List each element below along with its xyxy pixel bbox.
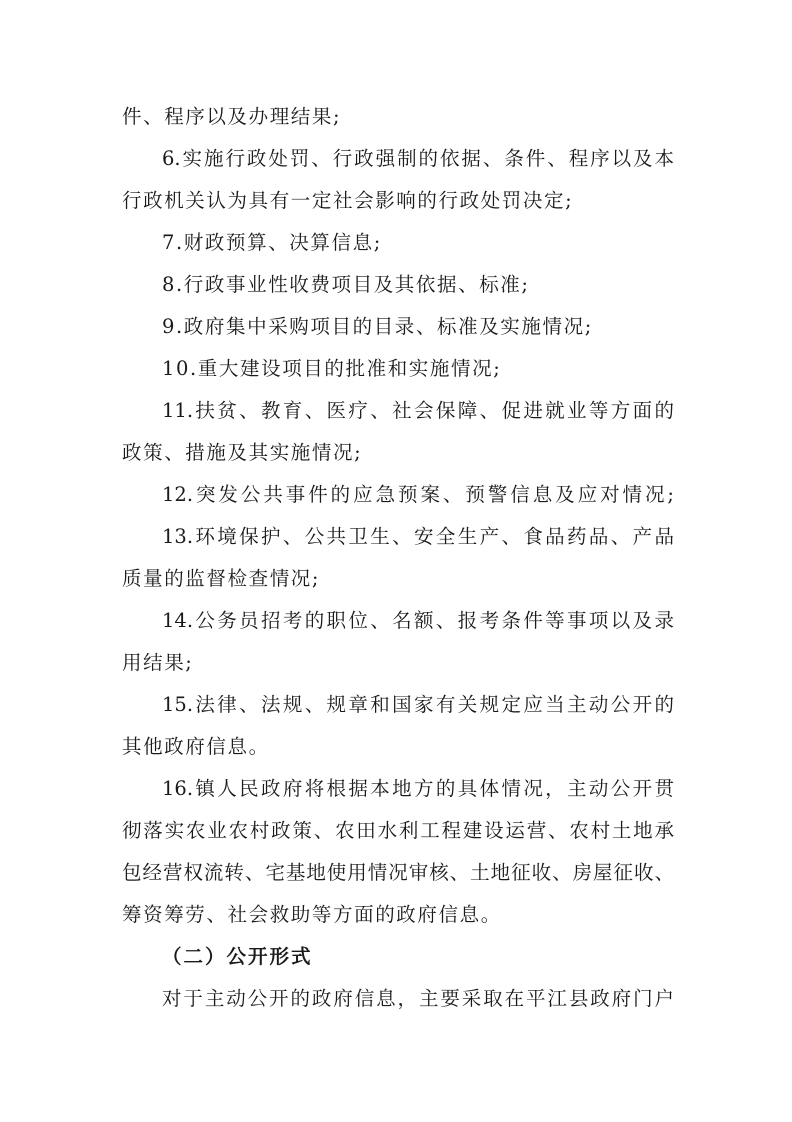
list-item-8: 8.行政事业性收费项目及其依据、标准; [162,273,530,296]
list-item-15: 15.法律、法规、规章和国家有关规定应当主动公开的 [162,693,674,716]
text-line: 对于主动公开的政府信息，主要采取在平江县政府门户 [162,987,674,1010]
text-line: 彻落实农业农村政策、农田水利工程建设运营、农村土地承 [122,819,674,842]
list-item-6: 6.实施行政处罚、行政强制的依据、条件、程序以及本 [162,147,674,170]
list-item-9: 9.政府集中采购项目的目录、标准及实施情况; [162,315,593,338]
text-line: 包经营权流转、宅基地使用情况审核、土地征收、房屋征收、 [122,861,674,884]
list-item-7: 7.财政预算、决算信息; [162,231,382,254]
list-item-16: 16.镇人民政府将根据本地方的具体情况，主动公开贯 [162,777,674,800]
text-line: 行政机关认为具有一定社会影响的行政处罚决定; [122,189,574,212]
list-item-12: 12.突发公共事件的应急预案、预警信息及应对情况; [162,483,674,506]
list-item-10: 10.重大建设项目的批准和实施情况; [162,357,502,380]
list-item-14: 14.公务员招考的职位、名额、报考条件等事项以及录 [162,609,674,632]
text-line: 筹资筹劳、社会救助等方面的政府信息。 [122,903,502,926]
list-item-11: 11.扶贫、教育、医疗、社会保障、促进就业等方面的 [162,399,674,422]
list-item-13: 13.环境保护、公共卫生、安全生产、食品药品、产品 [162,525,674,548]
text-line: 件、程序以及办理结果; [122,105,342,128]
section-heading: （二）公开形式 [162,945,313,968]
text-line: 其他政府信息。 [122,735,270,758]
text-line: 用结果; [122,651,194,674]
text-line: 政策、措施及其实施情况; [122,441,363,464]
text-line: 质量的监督检查情况; [122,567,321,590]
